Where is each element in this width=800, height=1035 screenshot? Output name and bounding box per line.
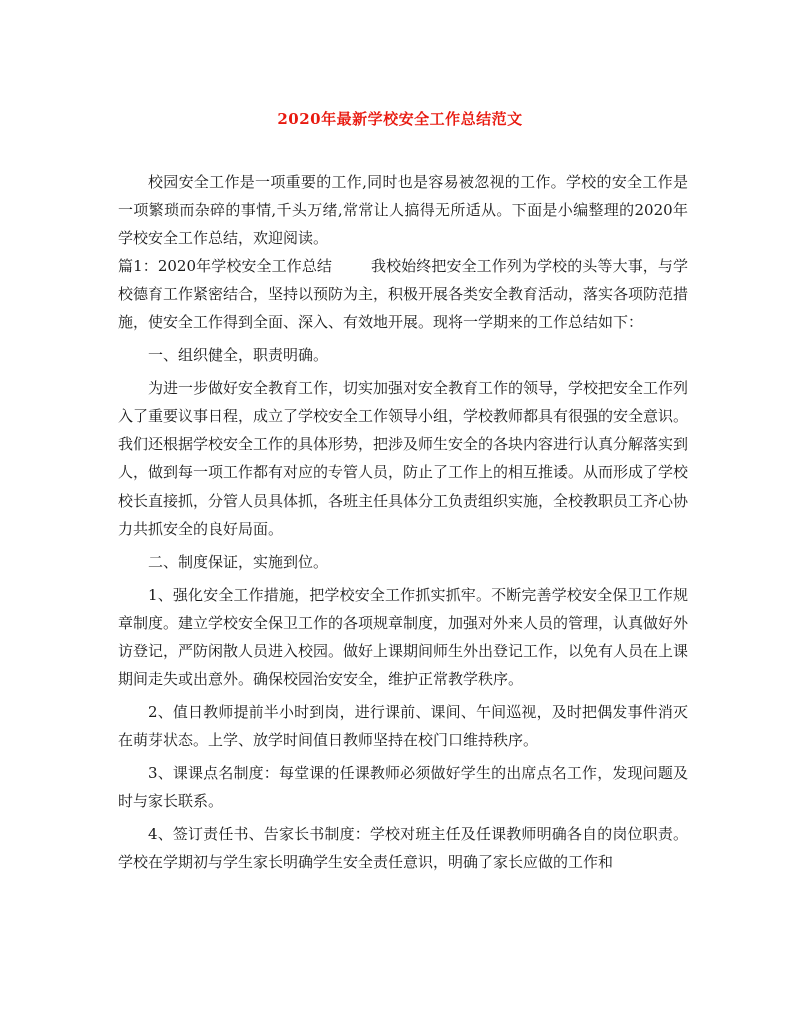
item-4-paragraph: 4、签订责任书、告家长书制度：学校对班主任及任课教师明确各自的岗位职责。学校在学期初与学生家长明确学生安全责任意识，明确了家长应做的工作和 <box>118 825 688 872</box>
document-title: 2020年最新学校安全工作总结范文 <box>277 110 523 128</box>
heading-organization: 一、组织健全，职责明确。 <box>148 346 329 365</box>
heading-system: 二、制度保证，实施到位。 <box>148 552 329 571</box>
intro-paragraph: 校园安全工作是一项重要的工作,同时也是容易被忽视的工作。学校的安全工作是一项繁琐而杂碎的事情,千头万绪,常常让人搞得无所适从。下面是小编整理的2020年学校安全工作总结，欢迎阅读。 <box>118 173 688 248</box>
section-heading-paragraph: 篇1：2020年学校安全工作总结 我校始终把安全工作列为学校的头等大事，与学校德育工作紧密结合，坚持以预防为主，积极开展各类安全教育活动，落实各项防范措施，使安全工作得到全面、深入、有效地开展。现将一学期来的工作总结如下： <box>118 257 689 332</box>
item-2-paragraph: 2、值日教师提前半小时到岗，进行课前、课间、午间巡视，及时把偶发事件消灭在萌芽状态。上学、放学时间值日教师坚持在校门口维持秩序。 <box>118 702 688 749</box>
organization-paragraph: 为进一步做好安全教育工作，切实加强对安全教育工作的领导，学校把安全工作列入了重要议事日程，成立了学校安全工作领导小组，学校教师都具有很强的安全意识。我们还根据学校安全工作的具体形势，把涉及师生安全的各块内容进行认真分解落实到人，做到每一项工作都有对应的专管人员，防止了工作上的相互推诿。从而形成了学校校长直接抓，分管人员具体抓，各班主任具体分工负责组织实施，全校教职员工齐心协力共抓安全的良好局面。 <box>118 379 689 538</box>
document-body <box>118 168 688 876</box>
item-1-paragraph: 1、强化安全工作措施，把学校安全工作抓实抓牢。不断完善学校安全保卫工作规章制度。建立学校安全保卫工作的各项规章制度，加强对外来人员的管理，认真做好外访登记，严防闲散人员进入校园。做好上课期间师生外出登记工作，以免有人员在上课期间走失或出意外。确保校园治安安全，维护正常教学秩序。 <box>118 585 689 688</box>
item-3-paragraph: 3、课课点名制度：每堂课的任课教师必须做好学生的出席点名工作，发现问题及时与家长联系。 <box>118 763 688 810</box>
